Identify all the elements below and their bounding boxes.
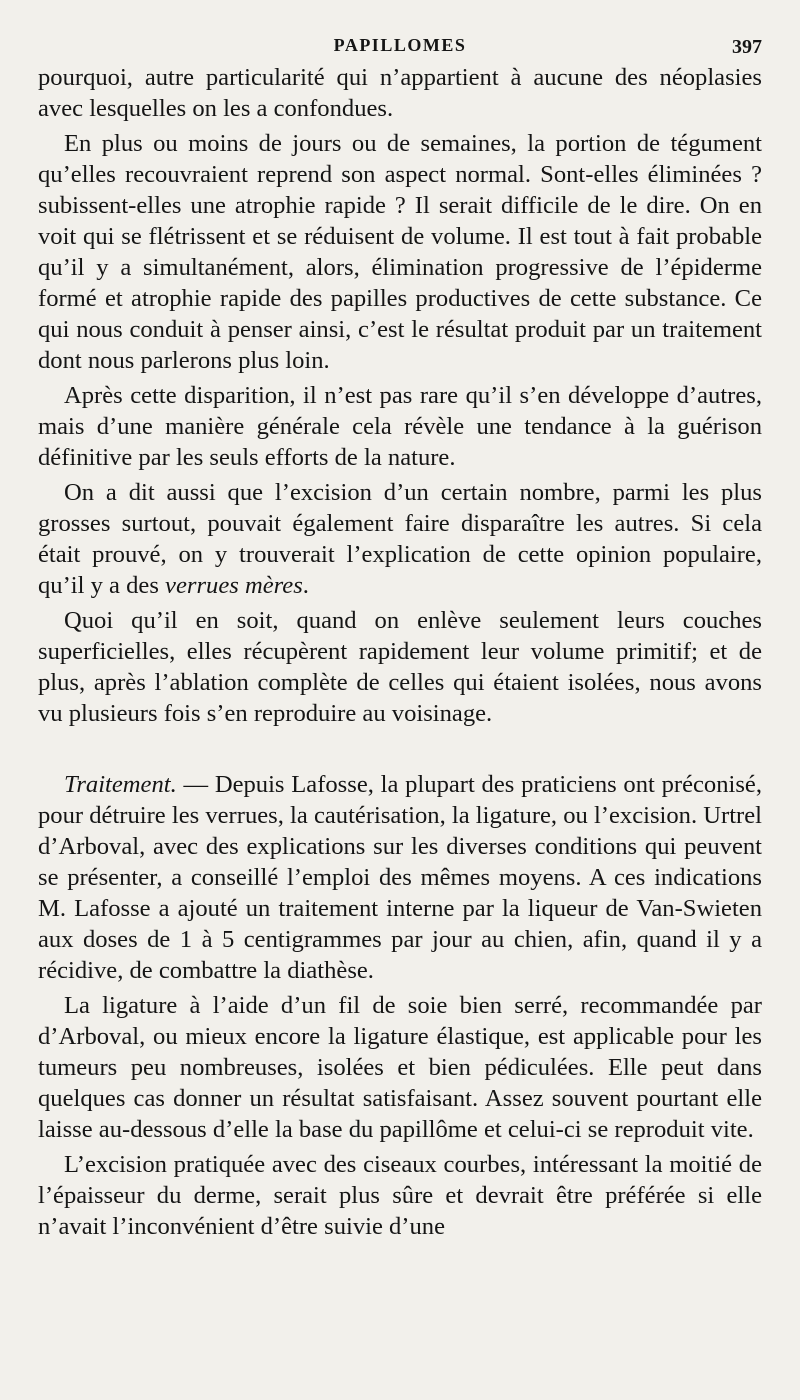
body-text — [38, 62, 762, 1242]
paragraph-4-end: . — [302, 572, 309, 599]
paragraph-2: En plus ou moins de jours ou de semaines, la portion de tégument qu’elles recouvraient reprend son aspect normal. Sont-elles éliminées ? subissent-elles une atrophie rapide ? Il serait difficile de le dire. On en voit qui se flétrissent et se réduisent de volume. Il est tout à fait probable qu’il y a simultanément, alors, élimination progressive de l’épiderme formé et atrophie rapide des papilles productives de cette substance. Ce qui nous conduit à penser ainsi, c’est le résultat produit par un traitement dont nous parlerons plus loin. — [38, 130, 762, 374]
section-heading-traitement: Traitement. — [64, 771, 177, 798]
paragraph-4-italic: verrues mères — [165, 572, 303, 599]
page-number: 397 — [732, 36, 762, 58]
paragraph-treatment — [38, 769, 762, 986]
paragraph-treatment-text: — Depuis Lafosse, la plupart des praticiens ont préconisé, pour détruire les verrues, la cautérisation, la ligature, ou l’excision. Urtrel d’Arboval, avec des explications sur les diverses conditions qui peuvent se présenter, a conseillé l’emploi des mêmes moyens. A ces indications M. Lafosse a ajouté un traitement interne par la liqueur de Van-Swieten aux doses de 1 à 5 centigrammes par jour au chien, afin, quand il y a récidive, de combattre la diathèse. — [38, 771, 762, 984]
paragraph-4-text: On a dit aussi que l’excision d’un certain nombre, parmi les plus grosses surtout, pouvait également faire disparaître les autres. Si cela était prouvé, on y trouverait l’explication de cette opinion populaire, qu’il y a des — [38, 479, 762, 599]
paragraph-7: La ligature à l’aide d’un fil de soie bien serré, recommandée par d’Arboval, ou mieux encore la ligature élastique, est applicable pour les tumeurs peu nombreuses, isolées et bien pédiculées. Elle peut dans quelques cas donner un résultat satisfaisant. Assez souvent pourtant elle laisse au-dessous d’elle la base du papillôme et celui-ci se reproduit vite. — [38, 992, 762, 1143]
paragraph-4 — [38, 477, 762, 601]
page-header — [38, 30, 762, 62]
running-head: PAPILLOMES — [333, 35, 467, 55]
paragraph-3: Après cette disparition, il n’est pas rare qu’il s’en développe d’autres, mais d’une manière générale cela révèle une tendance à la guérison définitive par les seuls efforts de la nature. — [38, 382, 762, 471]
paragraph-8: L’excision pratiquée avec des ciseaux courbes, intéressant la moitié de l’épaisseur du derme, serait plus sûre et devrait être préférée si elle n’avait l’inconvénient d’être suivie d’une — [38, 1151, 762, 1240]
paragraph-5: Quoi qu’il en soit, quand on enlève seulement leurs couches superficielles, elles récupèrent rapidement leur volume primitif; et de plus, après l’ablation complète de celles qui étaient isolées, nous avons vu plusieurs fois s’en reproduire au voisinage. — [38, 607, 762, 727]
paragraph-1: pourquoi, autre particularité qui n’appartient à aucune des néoplasies avec lesquelles on les a confondues. — [38, 64, 762, 122]
